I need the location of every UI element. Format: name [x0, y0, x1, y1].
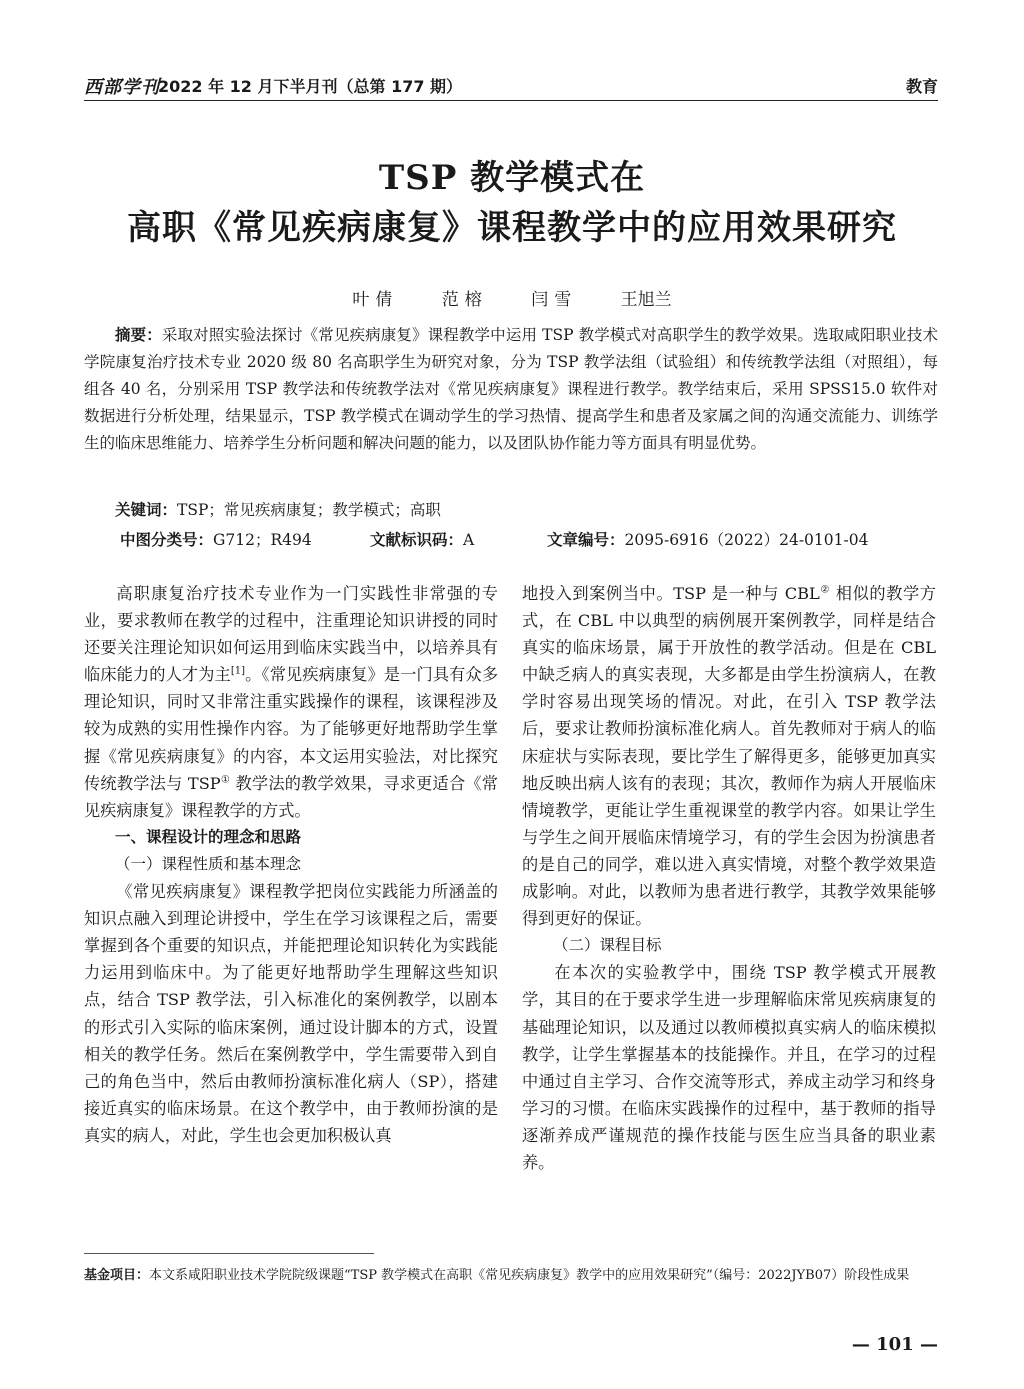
author: 叶倩: [352, 290, 399, 310]
section-tag: 教育: [905, 77, 938, 96]
header-rule: [84, 100, 938, 101]
body-column-left: [84, 580, 498, 1149]
paragraph: 《常见疾病康复》课程教学把岗位实践能力所涵盖的知识点融入到理论讲授中，学生在学习该课程之后，需要掌握到各个重要的知识点，并能把理论知识转化为实践能力运用到临床中。为了能更好地帮助学生理解这些知识点，结合 TSP 教学法，引入标准化的案例教学，以剧本的形式引入实际的临床案例，通过设计脚本的方式，设置相关的教学任务。然后在案例教学中，学生需要带入到自己的角色当中，然后由教师扮演标准化病人（SP），搭建接近真实的临床场景。在这个教学中，由于教师扮演的是真实的病人，对此，学生也会更加积极认真: [84, 882, 498, 1145]
subsection-heading: （二）课程目标: [553, 936, 662, 955]
paragraph-text: 。《常见疾病康复》是一门具有众多理论知识，同时又非常注重实践操作的课程，该课程涉及较为成熟的实用性操作内容。为了能够更好地帮助学生掌握《常见疾病康复》的内容，本文运用实验法，对比探究传统教学法与 TSP: [84, 665, 499, 793]
footnote-marker: ①: [220, 774, 231, 786]
article-value: 2095-6916（2022）24-0101-04: [624, 531, 869, 549]
doc-code: [370, 528, 474, 550]
citation: [1]: [230, 665, 246, 677]
body-column-right: [522, 580, 936, 1176]
abstract-label: 摘要：: [115, 326, 162, 344]
title-line-2: 高职《常见疾病康复》课程教学中的应用效果研究: [127, 208, 897, 248]
running-header: [84, 73, 938, 99]
page-number: — 101 —: [851, 1334, 938, 1355]
doc-label: 文献标识码：: [370, 531, 464, 549]
journal-logo: 西部学刊: [84, 77, 160, 98]
keywords: [84, 498, 938, 520]
clc-value: G712；R494: [213, 531, 312, 549]
paragraph: [522, 580, 936, 932]
issue-info: 2022 年 12 月下半月刊（总第 177 期）: [158, 77, 463, 96]
author: 范榕: [441, 290, 488, 310]
paragraph: 在本次的实验教学中，围绕 TSP 教学模式开展教学，其目的在于要求学生进一步理解临床常见疾病康复的基础理论知识，以及通过以教师模拟真实病人的临床模拟教学，让学生掌握基本的技能操作。并且，在学习的过程中通过自主学习、合作交流等形式，养成主动学习和终身学习的习惯。在临床实践操作的过程中，基于教师的指导逐渐养成严谨规范的操作技能与医生应当具备的职业素养。: [522, 963, 936, 1172]
footnote-rule: [84, 1253, 374, 1254]
title-line-1: TSP 教学模式在: [378, 158, 646, 198]
paragraph-text: 高职康复治疗技术专业作为一门实践性非常强的专业，要求教师在教学的过程中，注重理论知识讲授的同时还要关注理论知识如何运用到临床实践当中，以培养具有临床能力的人才为主: [84, 584, 498, 685]
clc-label: 中图分类号：: [120, 531, 214, 549]
paragraph-text: 相似的教学方式，在 CBL 中以典型的病例展开案例教学，同样是结合真实的临床场景，属于开放性的教学活动。但是在 CBL 中缺乏病人的真实表现，大多都是由学生扮演病人，在教学时容易出现笑场的情况。对此，在引入 TSP 教学法后，要求让教师扮演标准化病人。首先教师对于病人的临床症状与实际表现，要比学生了解得更多，能够更加真实地反映出病人该有的表现；其次，教师作为病人开展临床情境教学，更能让学生重视课堂的教学内容。如果让学生与学生之间开展临床情境学习，有的学生会因为扮演患者的是自己的同学，难以进入真实情境，对整个教学效果造成影响。对此，以教师为患者进行教学，其教学效果能够得到更好的保证。: [522, 584, 936, 929]
author: 王旭兰: [620, 290, 672, 310]
author: 闫雪: [531, 290, 578, 310]
section-heading: 一、课程设计的理念和思路: [115, 827, 302, 846]
funding-label: 基金项目：: [84, 1268, 150, 1283]
classification-line: [120, 528, 940, 550]
doc-value: A: [463, 531, 475, 549]
funding-text: 本文系咸阳职业技术学院院级课题“TSP 教学模式在高职《常见疾病康复》教学中的应用效果研究”（编号：2022JYB07）阶段性成果: [149, 1268, 910, 1283]
footnote-marker: ②: [819, 584, 831, 596]
keywords-text: TSP；常见疾病康复；教学模式；高职: [177, 501, 441, 519]
article-label: 文章编号：: [547, 531, 625, 549]
paragraph-text: 地投入到案例当中。TSP 是一种与 CBL: [522, 584, 820, 603]
paragraph-text: 教学法的教学效果，寻求更适合《常见疾病康复》课程教学的方式。: [84, 773, 498, 820]
paragraph: [84, 580, 498, 824]
article-number: [547, 528, 868, 550]
abstract-text: 采取对照实验法探讨《常见疾病康复》课程教学中运用 TSP 教学模式对高职学生的教学效果。选取咸阳职业技术学院康复治疗技术专业 2020 级 80 名高职学生为研究对象，分为 TSP 教学法组（试验组）和传统教学法组（对照组），每组各 40 名，分别采用 TSP 教学法和传统教学法对《常见疾病康复》课程进行教学。教学结束后，采用 SPSS15.0 软件对数据进行分析处理，结果显示，TSP 教学模式在调动学生的学习热情、提高学生和患者及家属之间的沟通交流能力、训练学生的临床思维能力、培养学生分析问题和解决问题的能力，以及团队协作能力等方面具有明显优势。: [84, 326, 938, 452]
abstract: [84, 322, 938, 457]
subsection-heading: （一）课程性质和基本理念: [115, 854, 302, 873]
clc-code: [120, 528, 312, 550]
author-list: [0, 285, 1024, 310]
funding-footnote: [84, 1265, 938, 1287]
keywords-label: 关键词：: [115, 501, 178, 519]
